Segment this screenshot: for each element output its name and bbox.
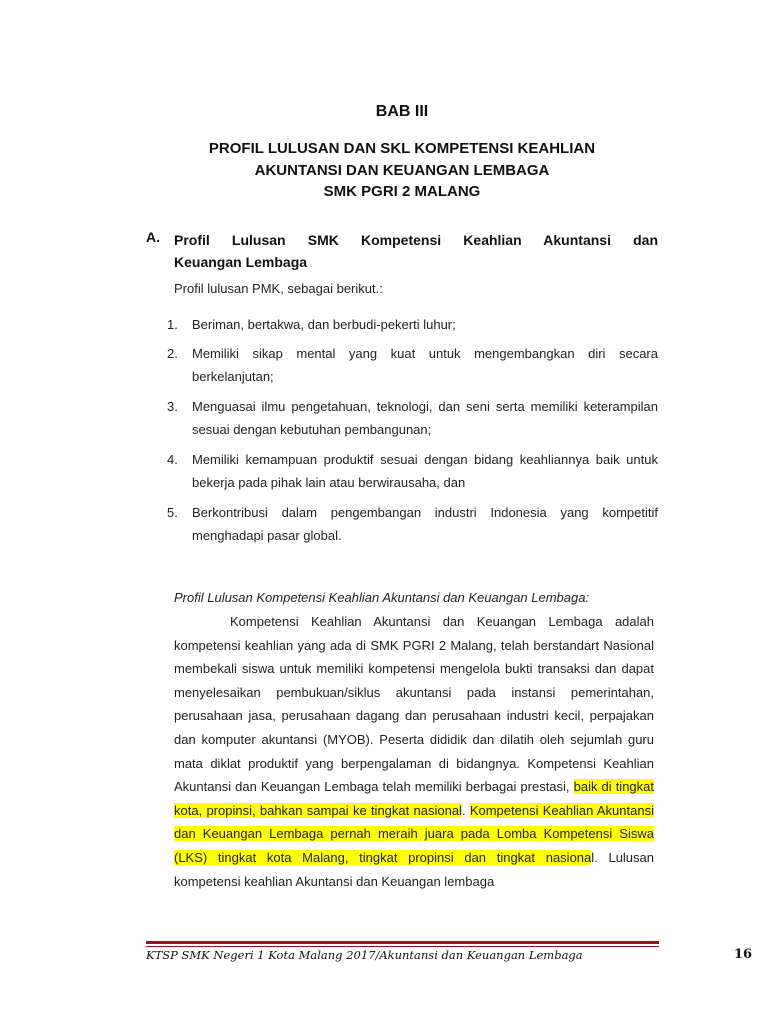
list-number: 4. [167, 451, 178, 467]
list-text: Beriman, bertakwa, dan berbudi-pekerti luhur; [192, 317, 456, 332]
list-number: 5. [167, 504, 178, 520]
list-number: 2. [167, 345, 178, 361]
paragraph-text: l. Lulusan kompetensi keahlian Akuntansi dan Keuangan lembaga [174, 849, 654, 889]
section-letter: A. [146, 229, 160, 245]
section-intro: Profil lulusan PMK, sebagai berikut.: [174, 281, 383, 296]
highlighted-text: Kompetensi Keahlian Akuntansi dan Keuangan Lembaga pernah meraih juara pada Lomba Kompetensi Siswa (LKS) tingkat kota Malang, tingkat propinsi dan tingkat nasiona [174, 802, 654, 865]
highlighted-text: baik di tingkat kota, propinsi, bahkan sampai ke tingkat nasional [174, 779, 654, 818]
paragraph-text: Kompetensi Keahlian Akuntansi dan Keuangan Lembaga adalah kompetensi keahlian yang ada di SMK PGRI 2 Malang, telah berstandart Nasional membekali siswa untuk memiliki kompetensi mengelola bukti transaksi dan dapat menyelesaikan pembukuan/siklus akuntansi pada instansi pemerintahan, perusahaan jasa, perusahaan dagang dan perusahaan industri kecil, perpajakan dan komputer akuntansi (MYOB). Peserta dididik dan dilatih oleh sejumlah guru mata diklat produktif yang berpengalaman di bidangnya. Kompetensi Keahlian Akuntansi dan Keuangan Lembaga telah memiliki berbagai prestasi, [174, 614, 654, 795]
list-text: Berkontribusi dalam pengembangan industri Indonesia yang kompetitif menghadapi pasar global. [192, 504, 658, 543]
list-text: Memiliki kemampuan produktif sesuai dengan bidang keahliannya baik untuk bekerja pada pihak lain atau berwirausaha, dan [192, 451, 658, 490]
graduate-profile-list [167, 313, 658, 548]
paragraph-heading: Profil Lulusan Kompetensi Keahlian Akuntansi dan Keuangan Lembaga: [174, 590, 590, 605]
subtitle-line-1: PROFIL LULUSAN DAN SKL KOMPETENSI KEAHLIAN [208, 140, 596, 157]
list-text: Memiliki sikap mental yang kuat untuk mengembangkan diri secara berkelanjutan; [192, 345, 658, 384]
page-number: 16 [734, 947, 753, 962]
footer-text: KTSP SMK Negeri 1 Kota Malang 2017/Akuntansi dan Keuangan Lembaga [146, 948, 583, 962]
list-item [167, 448, 658, 495]
subtitle-line-2: AKUNTANSI DAN KEUANGAN LEMBAGA [254, 161, 550, 179]
list-item [167, 395, 658, 442]
list-text: Menguasai ilmu pengetahuan, teknologi, dan seni serta memiliki keterampilan sesuai dengan kebutuhan pembangunan; [192, 398, 658, 437]
list-number: 3. [167, 398, 178, 414]
subtitle-line-3: SMK PGRI 2 MALANG [323, 183, 481, 200]
body-paragraph [174, 610, 654, 893]
footer-rule-thin [146, 946, 659, 947]
section-heading [174, 229, 658, 273]
list-number: 1. [167, 317, 178, 332]
list-item [167, 501, 658, 548]
chapter-title: BAB III [375, 103, 429, 120]
list-item [167, 342, 658, 389]
chapter-subtitle [0, 138, 768, 203]
section-heading-line-1: Profil Lulusan SMK Kompetensi Keahlian Akuntansi dan [174, 232, 658, 248]
paragraph-text: . [461, 802, 470, 818]
footer-rule-thick [146, 941, 659, 944]
list-item [167, 313, 658, 337]
section-heading-line-2: Keuangan Lembaga [174, 254, 308, 270]
